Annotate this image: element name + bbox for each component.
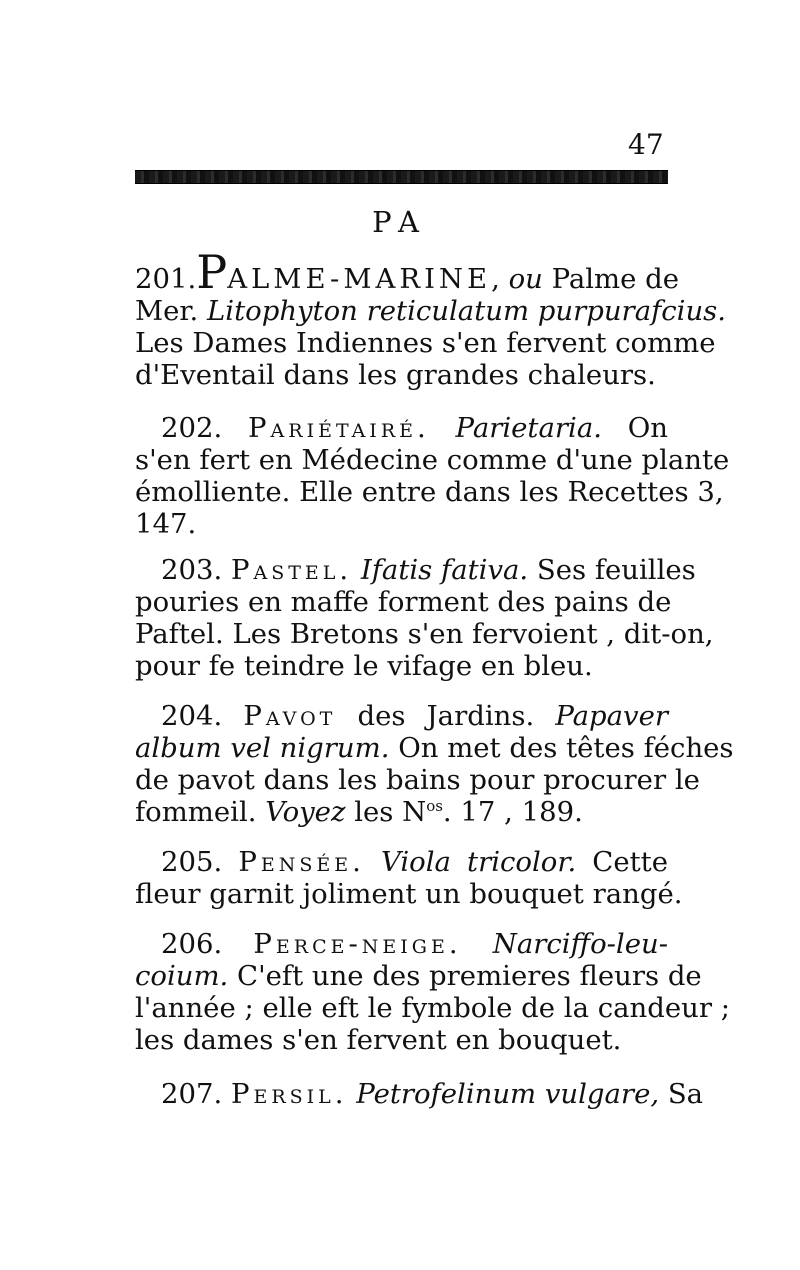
entry-201-line-4: d'Eventail dans les grandes chaleurs. — [135, 359, 656, 391]
entry-latin-name: Litophyton reticulatum purpurafcius. — [207, 295, 727, 327]
entry-name: Pastel. — [230, 554, 353, 586]
entry-201-line-1: 201.PALME-MARINE, ou Palme de — [135, 245, 680, 299]
entry-name-initial: P — [196, 245, 228, 299]
entry-202-line-1: 202. Pariétairé. Parietaria. On — [161, 412, 669, 444]
entry-number: 206. — [161, 928, 223, 960]
entry-name: Persil. — [230, 1078, 348, 1110]
entry-name: Perce-neige. — [253, 928, 462, 960]
entry-name: Pariétairé. — [248, 412, 430, 444]
entry-name: ALME-MARINE — [227, 263, 492, 295]
entry-201 — [135, 245, 727, 391]
entry-206-line-2: coium. C'eft une des premieres fleurs de — [135, 960, 702, 992]
entry-207 — [135, 1078, 704, 1110]
entry-202-line-2: s'en fert en Médecine comme d'une plante — [135, 444, 730, 476]
header-rule — [135, 170, 668, 184]
entry-number: 207. — [161, 1078, 223, 1110]
entry-latin-name: Ifatis fativa. — [360, 554, 529, 586]
entry-207-line-1: 207. Persil. Petrofelinum vulgare, Sa — [161, 1078, 704, 1110]
entry-latin-name: Viola tricolor. — [380, 846, 577, 878]
entry-number: 201. — [135, 263, 197, 295]
entry-latin-name: Parietaria. — [455, 412, 602, 444]
entry-206 — [135, 928, 730, 1056]
entry-204-line-4: fommeil. Voyez les $N^{os}$. 17 , 189. — [135, 796, 583, 828]
entry-203 — [135, 554, 714, 682]
entry-204 — [135, 700, 734, 828]
entry-205-line-1: 205. Pensée. Viola tricolor. Cette — [161, 846, 668, 878]
section-heading: PA — [372, 205, 428, 239]
entry-206-line-3: l'année ; elle eft le fymbole de la candeur ; — [135, 992, 730, 1024]
entry-206-line-1 — [135, 928, 668, 960]
entry-number: 202. — [161, 412, 223, 444]
entry-latin-name: Narciffo-leu- — [492, 928, 668, 960]
entry-203-line-3: Paftel. Les Bretons s'en fervoient , dit-on, — [135, 618, 714, 650]
entry-name: Pavot — [243, 700, 337, 732]
entry-201-line-2: Mer. Litophyton reticulatum purpurafcius. — [135, 295, 727, 327]
entry-205 — [135, 846, 683, 910]
entry-203-line-4: pour fe teindre le vifage en bleu. — [135, 650, 593, 682]
entry-latin-name-cont: coium. — [135, 960, 229, 992]
entry-204-line-2: album vel nigrum. On met des têtes féches — [135, 732, 734, 764]
entry-205-line-2: fleur garnit joliment un bouquet rangé. — [135, 878, 683, 910]
entry-number: 203. — [161, 554, 223, 586]
entry-206-line-4: les dames s'en fervent en bouquet. — [135, 1024, 622, 1056]
entry-201-line-3: Les Dames Indiennes s'en fervent comme — [135, 327, 716, 359]
entry-alt-name: Palme de — [542, 263, 680, 295]
entry-latin-name: Petrofelinum vulgare, — [356, 1078, 660, 1110]
entry-202-line-4: 147. — [135, 508, 197, 540]
entry-203-line-1: 203. Pastel. Ifatis fativa. Ses feuilles — [161, 554, 696, 586]
entry-202-line-3: émolliente. Elle entre dans les Recettes 3, — [135, 476, 724, 508]
entry-latin-name: Papaver — [555, 700, 668, 732]
entry-204-line-1: 204. Pavot des Jardins. Papaver — [161, 700, 668, 732]
cross-reference: Voyez — [265, 796, 346, 828]
entry-latin-name-cont: album vel nigrum. — [135, 732, 390, 764]
page-number: 47 — [628, 128, 664, 161]
entry-number: 204. — [161, 700, 223, 732]
entry-203-line-2: pouries en maffe forment des pains de — [135, 586, 672, 618]
entry-name: Pensée. — [238, 846, 365, 878]
entry-202 — [135, 412, 730, 540]
entry-204-line-3: de pavot dans les bains pour procurer le — [135, 764, 700, 796]
entry-alt-ou: ou — [508, 263, 543, 295]
entry-number: 205. — [161, 846, 223, 878]
